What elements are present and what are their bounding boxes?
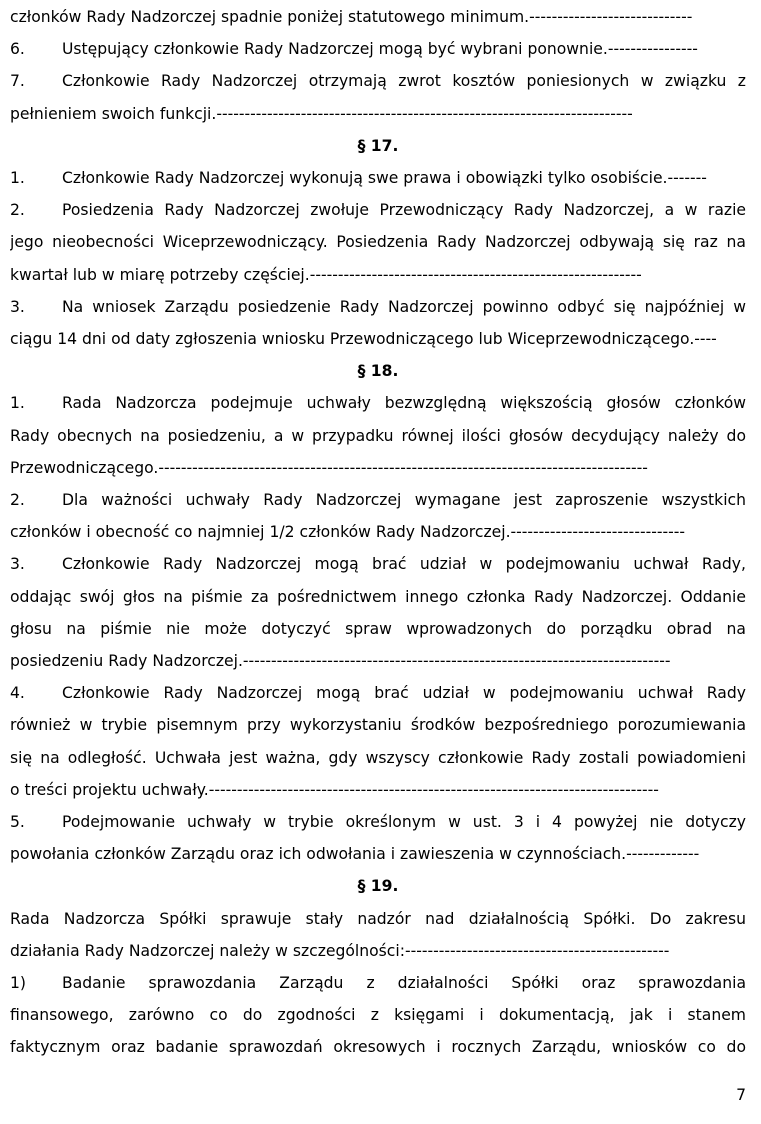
text-line [10, 65, 746, 97]
page-number: 7 [736, 1086, 746, 1104]
line-text: kwartał lub w miarę potrzeby częściej.----------------------------------------------------------- [10, 265, 642, 284]
line-text: Rady obecnych na posiedzeniu, a w przypadku równej ilości głosów decydujący należy do [10, 426, 746, 445]
line-text: powołania członków Zarządu oraz ich odwołania i zawieszenia w czynnościach.------------- [10, 845, 700, 864]
line-text: Rada Nadzorcza Spółki sprawuje stały nadzór nad działalnością Spółki. Do zakresu [10, 909, 746, 928]
line-text: § 18. [357, 362, 399, 381]
text-line [10, 806, 746, 838]
text-line [10, 291, 746, 323]
text-line [10, 1031, 746, 1063]
text-line [10, 226, 746, 258]
text-line [10, 484, 746, 516]
section-heading [10, 870, 746, 902]
text-line [10, 420, 746, 452]
line-text: Na wniosek Zarządu posiedzenie Rady Nadzorczej powinno odbyć się najpóźniej w [62, 297, 746, 316]
text-line [10, 162, 746, 194]
text-line [10, 613, 746, 645]
line-text: Badanie sprawozdania Zarządu z działalności Spółki oraz sprawozdania [62, 974, 746, 992]
line-text: o treści projektu uchwały.-------------------------------------------------------------------------------- [10, 780, 659, 799]
line-text: faktycznym oraz badanie sprawozdań okresowych i rocznych Zarządu, wniosków co do [10, 1038, 746, 1057]
line-text: pełnieniem swoich funkcji.-------------------------------------------------------------------------- [10, 104, 633, 123]
line-text: Podejmowanie uchwały w trybie określonym w ust. 3 i 4 powyżej nie dotyczy [62, 813, 746, 831]
item-number: 5. [10, 813, 25, 831]
line-text: członków Rady Nadzorczej spadnie poniżej statutowego minimum.----------------------------- [10, 8, 693, 26]
line-text: Dla ważności uchwały Rady Nadzorczej wymagane jest zaproszenie wszystkich [62, 491, 746, 509]
item-number: 1. [10, 169, 25, 187]
line-text: Członkowie Rady Nadzorczej otrzymają zwrot kosztów poniesionych w związku z [62, 72, 746, 91]
line-text: głosu na piśmie nie może dotyczyć spraw wprowadzonych do porządku obrad na [10, 619, 746, 638]
line-text: finansowego, zarówno co do zgodności z księgami i dokumentacją, jak i stanem [10, 1006, 746, 1025]
section-heading [10, 130, 746, 162]
item-number: 2. [10, 491, 25, 509]
line-text: Członkowie Rady Nadzorczej mogą brać udział w podejmowaniu uchwał Rady [62, 684, 746, 703]
line-text: Członkowie Rady Nadzorczej mogą brać udział w podejmowaniu uchwał Rady, [62, 555, 746, 574]
line-text: się na odległość. Uchwała jest ważna, gdy wszyscy członkowie Rady zostali powiadomieni [10, 748, 746, 767]
section-heading [10, 355, 746, 387]
item-number: 3. [10, 297, 25, 316]
line-text: działania Rady Nadzorczej należy w szczególności:----------------------------------------------- [10, 941, 670, 960]
text-line [10, 903, 746, 935]
text-line [10, 774, 746, 806]
line-text: § 17. [357, 136, 399, 155]
text-line [10, 259, 746, 291]
text-line [10, 98, 746, 130]
text-line [10, 709, 746, 741]
line-text: posiedzeniu Rady Nadzorczej.---------------------------------------------------------------------------- [10, 652, 671, 670]
line-text: Przewodniczącego.--------------------------------------------------------------------------------------- [10, 458, 648, 477]
text-line [10, 387, 746, 419]
item-number: 1. [10, 394, 25, 413]
line-text: Ustępujący członkowie Rady Nadzorczej mogą być wybrani ponownie.---------------- [62, 40, 698, 59]
text-line [10, 581, 746, 613]
text-line [10, 935, 746, 967]
item-number: 3. [10, 555, 25, 574]
line-text: § 19. [357, 877, 399, 896]
text-line [10, 645, 746, 677]
line-text: ciągu 14 dni od daty zgłoszenia wniosku Przewodniczącego lub Wiceprzewodniczącego.---- [10, 330, 717, 348]
text-line [10, 677, 746, 709]
line-text: członków i obecność co najmniej 1/2 członków Rady Nadzorczej.------------------------------- [10, 523, 685, 542]
item-number: 2. [10, 201, 25, 220]
text-line [10, 33, 746, 65]
text-line [10, 838, 746, 870]
item-number: 4. [10, 684, 25, 703]
text-line [10, 323, 746, 355]
text-line [10, 742, 746, 774]
line-text: również w trybie pisemnym przy wykorzystaniu środków bezpośredniego porozumiewania [10, 716, 746, 735]
text-line [10, 548, 746, 580]
text-line [10, 516, 746, 548]
line-text: jego nieobecności Wiceprzewodniczący. Posiedzenia Rady Nadzorczej odbywają się raz na [10, 233, 746, 252]
line-text: oddając swój głos na piśmie za pośrednictwem innego członka Rady Nadzorczej. Oddanie [10, 587, 746, 606]
text-line [10, 999, 746, 1031]
item-number: 6. [10, 40, 25, 59]
item-number: 1) [10, 974, 27, 992]
text-line [10, 1, 746, 33]
line-text: Rada Nadzorcza podejmuje uchwały bezwzględną większością głosów członków [62, 394, 746, 413]
line-text: Członkowie Rady Nadzorczej wykonują swe prawa i obowiązki tylko osobiście.------- [62, 169, 707, 187]
text-line [10, 194, 746, 226]
text-line [10, 452, 746, 484]
text-line [10, 967, 746, 999]
item-number: 7. [10, 72, 25, 91]
line-text: Posiedzenia Rady Nadzorczej zwołuje Przewodniczący Rady Nadzorczej, a w razie [62, 201, 746, 220]
